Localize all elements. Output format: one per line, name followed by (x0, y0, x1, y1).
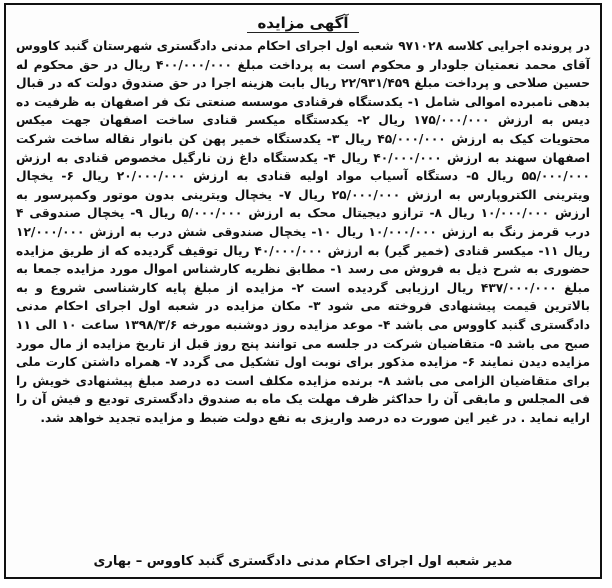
auction-notice (4, 3, 602, 579)
notice-title: آگهی مزایده (247, 14, 358, 33)
notice-header (16, 13, 590, 33)
notice-body: در پرونده اجرایی کلاسه ۹۷۱۰۲۸ شعبه اول اجرای احکام مدنی دادگستری شهرستان گنبد کاووس آقای محمد نعمتیان جلودار و محکوم است به پرداخت مبلغ ۴۰۰/۰۰۰/۰۰۰ ریال در حق محکوم له حسین صلاحی و پرداخت مبلغ ۲۲/۹۳۱/۴۵۹ ریال بابت هزینه اجرا در حق صندوق دولت که در قبال بدهی نامبرده اموالی شامل ۱- یکدستگاه فرقنادی موسسه صنعتی تک فر اصفهان به ظرفیت ده دیس به ارزش ۱۷۵/۰۰۰/۰۰۰ ریال ۲- یکدستگاه میکسر قنادی ساخت اصفهان جهت میکس محتویات کیک به ارزش ۴۵/۰۰۰/۰۰۰ ریال ۳- یکدستگاه خمیر پهن کن بانوار نقاله ساخت شرکت اصفهان سهند به ارزش ۴۰/۰۰۰/۰۰۰ ریال ۴- یکدستگاه داغ زن نارگیل مخصوص قنادی به ارزش ۵۵/۰۰۰/۰۰۰ ریال ۵- دستگاه آسیاب مواد اولیه قنادی به ارزش ۲۰/۰۰۰/۰۰۰ ریال ۶- یخچال ویترینی الکتروپارس به ارزش ۲۵/۰۰۰/۰۰۰ ریال ۷- یخچال ویترینی بدون موتور وکمپرسور به ارزش ۱۰/۰۰۰/۰۰۰ ریال ۸- ترازو دیجیتال محک به ارزش ۵/۰۰۰/۰۰۰ ریال ۹- یخچال صندوقی ۴ درب قرمز رنگ به ارزش ۱۰/۰۰۰/۰۰۰ ریال ۱۰- یخچال صندوقی شش درب به ارزش ۱۲/۰۰۰/۰۰۰ ریال ۱۱- میکسر قنادی (خمیر گیر) به ارزش ۴۰/۰۰۰/۰۰۰ ریال توقیف گردیده که از طریق مزایده حضوری به شرح ذیل به فروش می رسد ۱- مطابق نظریه کارشناس اموال مورد مزایده جمعا به مبلغ ۴۳۷/۰۰۰/۰۰۰ ریال ارزیابی گردیده است ۲- مزایده از مبلغ پایه کارشناسی شروع و به بالاترین قیمت پیشنهادی فروخته می شود ۳- مکان مزایده در شعبه اول اجرای احکام مدنی دادگستری گنبد کاووس می باشد ۴- موعد مزایده روز دوشنبه مورخه ۱۳۹۸/۳/۶ ساعت ۱۰ الی ۱۱ صبح می باشد ۵- متقاضیان شرکت در جلسه می توانند پنج روز قبل از تاریخ مزایده از مال مورد مزایده دیدن نمایند ۶- مزایده مذکور برای نوبت اول تشکیل می گردد ۷- همراه داشتن کارت ملی برای متقاضیان الزامی می باشد ۸- برنده مزایده مکلف است ده درصد مبلغ پیشنهادی خویش را فی المجلس و مابقی آن را حداکثر ظرف مهلت یک ماه به صندوق دادگستری تودیع و فیش آن را ارایه نماید . در غیر این صورت ده درصد واریزی به نفع دولت ضبط و مزایده تجدید خواهد شد. (16, 39, 591, 425)
notice-signature: مدیر شعبه اول اجرای احکام مدنی دادگستری گنبد کاووس – بهاری (93, 554, 513, 569)
